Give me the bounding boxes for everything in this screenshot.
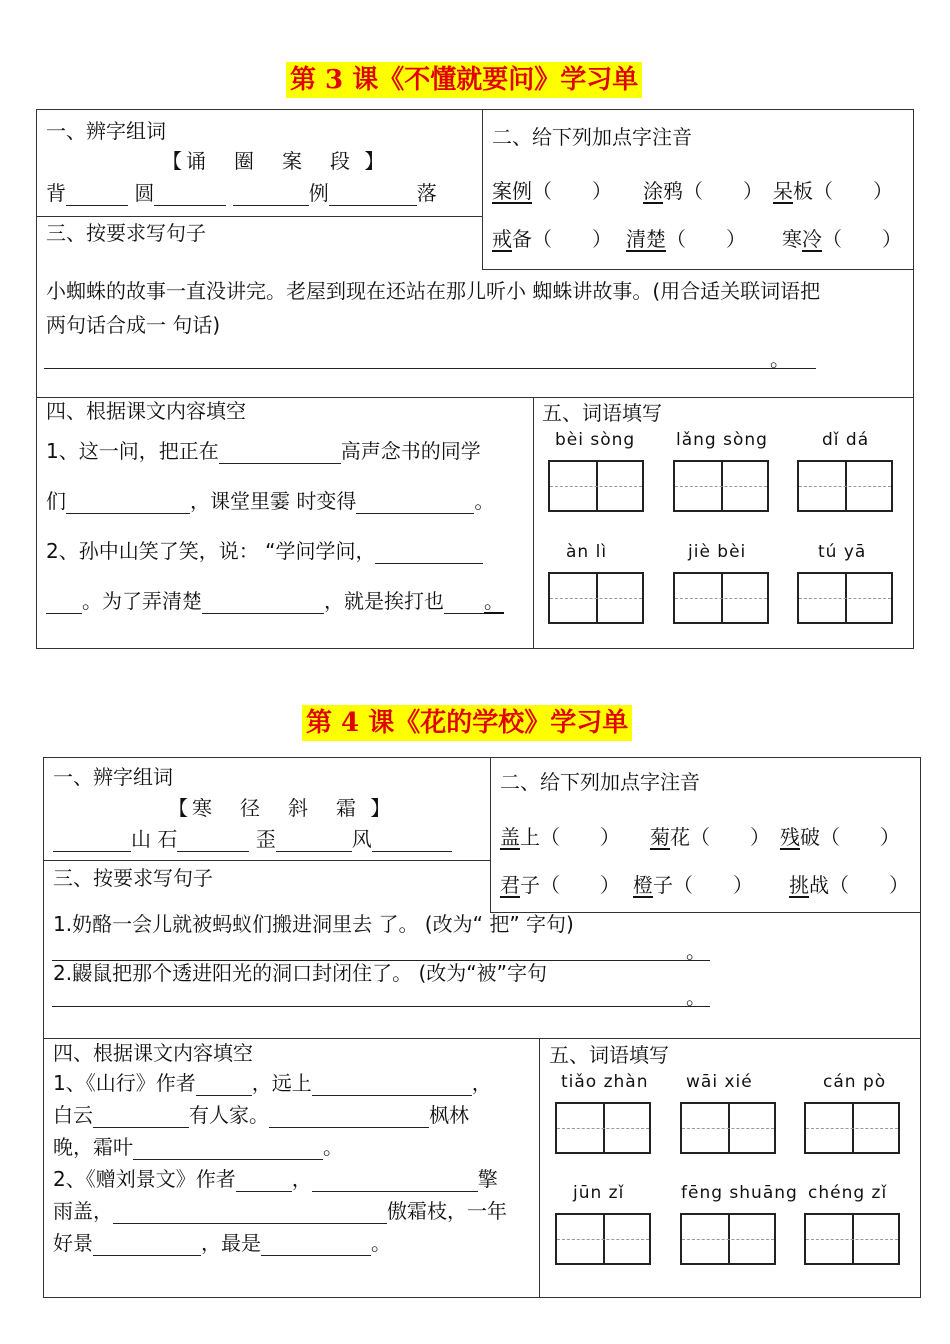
l4-s3-end2: 。 [686, 985, 706, 1009]
l4-s1-row: 山 石 歪 风 [53, 826, 452, 852]
pinyin: bèi sòng [555, 430, 636, 450]
answer-line[interactable] [52, 1006, 710, 1007]
l4-s3-q2: 2.鼹鼠把那个透进阳光的洞口封闭住了。 (改为“被”字句 [53, 961, 547, 985]
writing-grid[interactable] [680, 1213, 776, 1265]
blank[interactable] [66, 185, 128, 206]
writing-grid[interactable] [673, 572, 769, 624]
blank[interactable] [269, 1107, 429, 1128]
blank[interactable] [53, 831, 131, 852]
l4-s2-item-2: 菊花（ ） [650, 825, 770, 849]
blank[interactable] [312, 1171, 478, 1192]
blank[interactable] [444, 593, 484, 614]
blank[interactable] [375, 543, 483, 564]
l3-s4-line1: 1、这一问，把正在 高声念书的同学 [46, 439, 481, 463]
blank[interactable] [113, 1203, 387, 1224]
blank[interactable] [66, 493, 190, 514]
blank[interactable] [312, 1075, 472, 1096]
blank[interactable] [236, 1171, 292, 1192]
l4-s4-line3: 晚，霜叶 。 [53, 1135, 343, 1159]
l3-s3-line1: 小蜘蛛的故事一直没讲完。老屋到现在还站在那儿听小 蜘蛛讲故事。(用合适关联词语把 [46, 279, 821, 303]
l4-s2-item-1: 盖上（ ） [500, 825, 620, 849]
blank[interactable] [202, 593, 324, 614]
pinyin: jūn zǐ [573, 1183, 625, 1203]
blank[interactable] [46, 593, 82, 614]
l4-s4-line6: 好景 ，最是 。 [53, 1231, 391, 1255]
l3-s1-heading: 一、辨字组词 [46, 119, 166, 143]
blank[interactable] [93, 1235, 201, 1256]
blank[interactable] [93, 1107, 189, 1128]
writing-grid[interactable] [548, 460, 644, 512]
pinyin: jiè bèi [688, 542, 747, 562]
blank[interactable] [133, 1139, 323, 1160]
writing-grid[interactable] [797, 572, 893, 624]
l3-s2-item-4: 戒备（ ） [492, 227, 612, 251]
l4-s3-end1: 。 [686, 939, 706, 963]
l4-s4-line5: 雨盖， 傲霜枝，一年 [53, 1199, 507, 1223]
l3-s1-chars: 【诵 圈 案 段 】 [162, 149, 389, 173]
l3-s2-item-1: 案例（ ） [492, 179, 612, 203]
l4-s2-item-3: 残破（ ） [780, 825, 900, 849]
l4-s2-item-5: 橙子（ ） [633, 873, 753, 897]
writing-grid[interactable] [555, 1213, 651, 1265]
blank[interactable] [261, 1235, 371, 1256]
writing-grid[interactable] [804, 1213, 900, 1265]
l3-s4-line2: 们 ，课堂里霎 时变得 。 [46, 489, 495, 513]
blank[interactable] [154, 185, 226, 206]
l4-s4-line1: 1、《山行》作者 ，远上 ， [53, 1071, 492, 1095]
pinyin: tiǎo zhàn [561, 1072, 649, 1092]
pinyin: wāi xié [686, 1072, 753, 1092]
l3-s2-heading: 二、给下列加点字注音 [492, 125, 692, 149]
l4-s4-line2: 白云 有人家。 枫林 [53, 1103, 469, 1127]
l3-s4-line4: 。为了弄清楚 ，就是挨打也 。 [46, 588, 504, 614]
writing-grid[interactable] [673, 460, 769, 512]
l3-s2-item-3: 呆板（ ） [773, 179, 893, 203]
writing-grid[interactable] [680, 1102, 776, 1154]
lesson4-title: 第 4 课《花的学校》学习单 [302, 705, 632, 741]
l3-s3-heading: 三、按要求写句子 [46, 221, 206, 245]
l3-s2-item-5: 清楚（ ） [626, 227, 746, 251]
l4-s3-q1: 1.奶酪一会儿就被蚂蚁们搬进洞里去 了。 (改为“ 把” 字句) [53, 912, 574, 936]
l4-s4-line4: 2、《赠刘景文》作者 ， 擎 [53, 1167, 498, 1191]
l3-s3-line2: 两句话合成一 句话) [46, 313, 221, 337]
writing-grid[interactable] [797, 460, 893, 512]
l3-s3-end: 。 [770, 347, 790, 371]
l3-s4-heading: 四、根据课文内容填空 [46, 399, 246, 423]
l4-s4-heading: 四、根据课文内容填空 [53, 1041, 253, 1065]
blank[interactable] [233, 185, 309, 206]
blank[interactable] [196, 1075, 252, 1096]
pinyin: cán pò [823, 1072, 887, 1092]
writing-grid[interactable] [555, 1102, 651, 1154]
blank[interactable] [276, 831, 352, 852]
answer-line[interactable] [44, 368, 816, 369]
pinyin: chéng zǐ [808, 1183, 888, 1203]
pinyin: tú yā [818, 542, 867, 562]
blank[interactable] [219, 443, 341, 464]
lesson3-title: 第 3 课《不懂就要问》学习单 [286, 62, 642, 98]
l3-s2-item-2: 涂鸦（ ） [643, 179, 763, 203]
blank[interactable] [177, 831, 249, 852]
l4-s2-item-4: 君子（ ） [500, 873, 620, 897]
l3-s1-row: 背 圆 例 落 [46, 181, 437, 205]
writing-grid[interactable] [548, 572, 644, 624]
blank[interactable] [372, 831, 452, 852]
l4-s3-heading: 三、按要求写句子 [53, 866, 213, 890]
blank[interactable] [329, 185, 417, 206]
pinyin: dǐ dá [822, 430, 870, 450]
l4-s1-chars: 【寒 径 斜 霜 】 [168, 796, 395, 820]
l3-s2-item-6: 寒冷（ ） [782, 227, 902, 251]
pinyin: àn lì [566, 542, 608, 562]
blank[interactable] [356, 493, 474, 514]
l4-s5-heading: 五、词语填写 [549, 1043, 669, 1067]
l4-s1-heading: 一、辨字组词 [53, 765, 173, 789]
pinyin: fēng shuāng [681, 1183, 798, 1203]
pinyin: lǎng sòng [676, 430, 768, 450]
l4-s2-item-6: 挑战（ ） [789, 873, 909, 897]
l4-s2-heading: 二、给下列加点字注音 [500, 770, 700, 794]
l3-s5-heading: 五、词语填写 [542, 401, 662, 425]
l3-s4-line3: 2、孙中山笑了笑，说： “学问学问， [46, 538, 483, 564]
writing-grid[interactable] [804, 1102, 900, 1154]
